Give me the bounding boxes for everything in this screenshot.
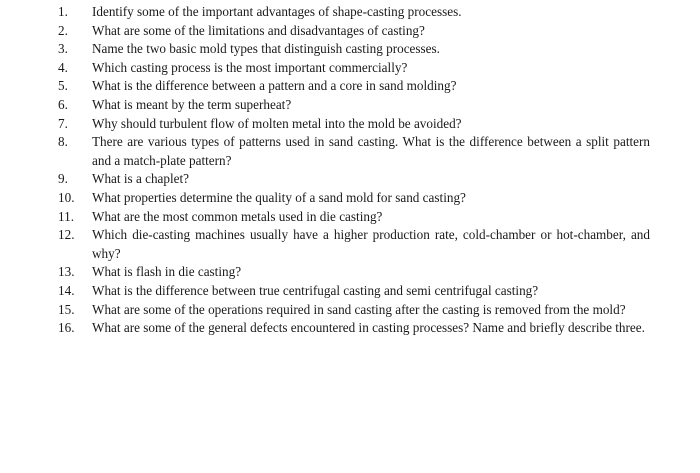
question-text: Which die-casting machines usually have a higher production rate, cold-chamber or hot-chamber, and why?: [92, 227, 650, 261]
question-text: What are some of the operations required in sand casting after the casting is removed from the mold?: [92, 301, 626, 317]
question-item: [58, 170, 650, 189]
question-text: What are the most common metals used in die casting?: [92, 208, 383, 224]
question-text: What is meant by the term superheat?: [92, 96, 292, 112]
question-number: 7.: [58, 115, 68, 131]
question-item: [58, 319, 650, 338]
question-number: 2.: [58, 22, 68, 38]
question-text: Identify some of the important advantages of shape-casting processes.: [92, 4, 462, 19]
question-text: What is a chaplet?: [92, 171, 190, 187]
question-item: [58, 40, 650, 59]
question-number: 16.: [58, 320, 75, 336]
question-text: What are some of the limitations and disadvantages of casting?: [92, 22, 425, 38]
question-item: [58, 77, 650, 96]
question-item: [58, 263, 650, 282]
question-item: [58, 189, 650, 208]
question-item: [58, 115, 650, 134]
question-list: [58, 3, 650, 338]
question-text: Which casting process is the most important commercially?: [92, 59, 408, 75]
question-number: 11.: [58, 208, 74, 224]
question-number: 10.: [58, 189, 75, 205]
question-text: There are various types of patterns used in sand casting. What is the difference between a split pattern and a match-plate pattern?: [92, 134, 650, 168]
question-text: What is flash in die casting?: [92, 264, 242, 280]
question-text: What is the difference between true centrifugal casting and semi centrifugal casting?: [92, 282, 539, 298]
question-number: 8.: [58, 134, 68, 150]
question-number: 9.: [58, 171, 68, 187]
question-number: 12.: [58, 227, 75, 243]
question-item: [58, 96, 650, 115]
question-item: [58, 133, 650, 170]
question-text: What is the difference between a pattern and a core in sand molding?: [92, 78, 457, 94]
question-number: 4.: [58, 59, 68, 75]
question-text: What properties determine the quality of a sand mold for sand casting?: [92, 189, 466, 205]
question-number: 13.: [58, 264, 75, 280]
question-item: [58, 282, 650, 301]
question-item: [58, 208, 650, 227]
question-number: 1.: [58, 4, 68, 19]
question-item: [58, 22, 650, 41]
question-item: [58, 3, 650, 22]
question-number: 15.: [58, 301, 75, 317]
question-item: [58, 59, 650, 78]
question-number: 5.: [58, 78, 68, 94]
question-number: 6.: [58, 96, 68, 112]
question-number: 3.: [58, 41, 68, 57]
question-text: Name the two basic mold types that distinguish casting processes.: [92, 41, 440, 57]
question-item: [58, 301, 650, 320]
question-item: [58, 226, 650, 263]
question-text: Why should turbulent flow of molten metal into the mold be avoided?: [92, 115, 462, 131]
question-number: 14.: [58, 282, 75, 298]
question-text: What are some of the general defects encountered in casting processes? Name and briefly describe three.: [92, 320, 645, 336]
